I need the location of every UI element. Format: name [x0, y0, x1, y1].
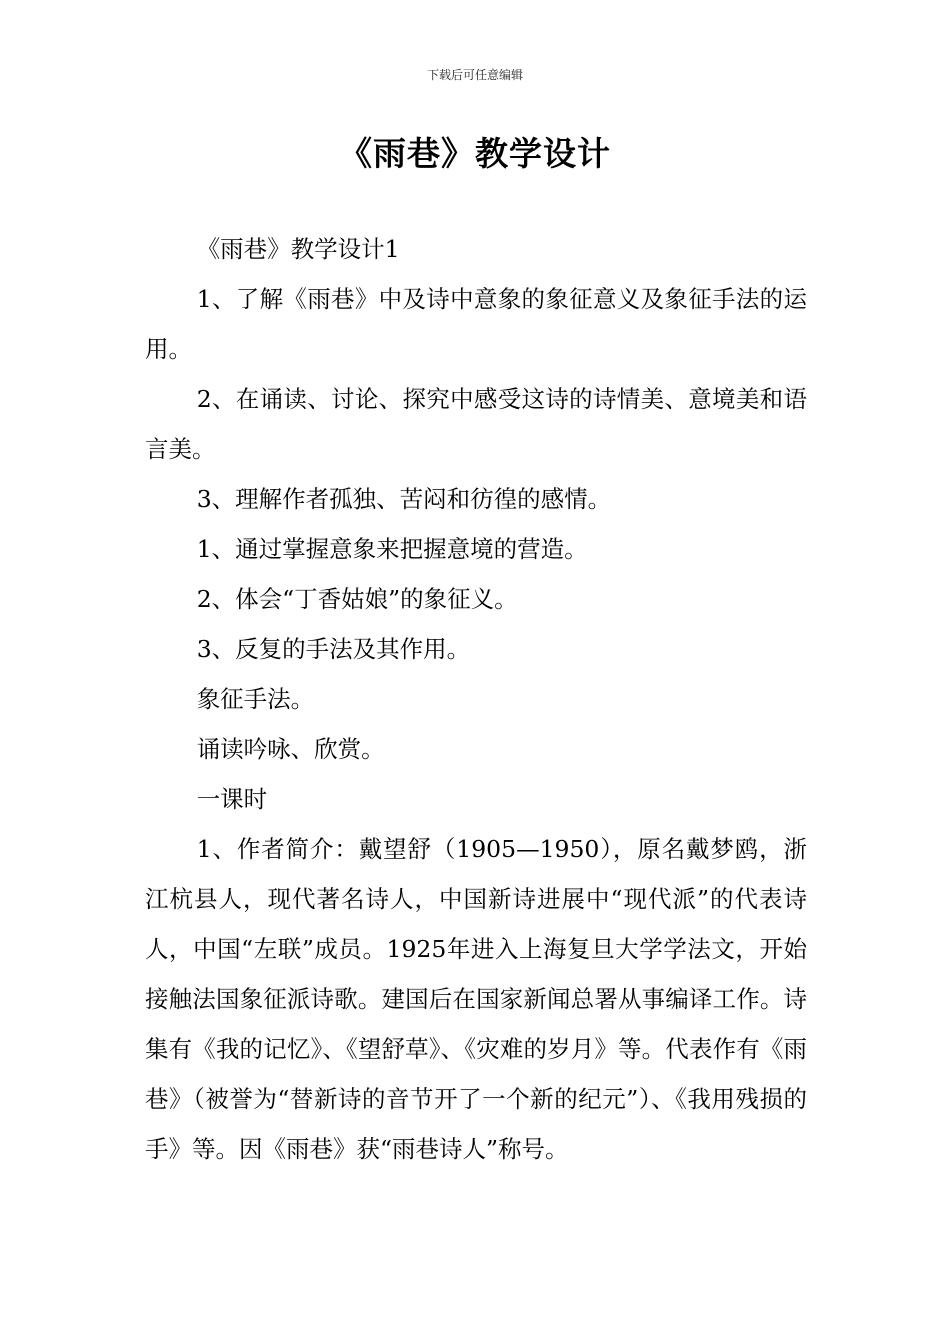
paragraph-key-point-2: 2、体会“丁香姑娘”的象征义。: [196, 585, 518, 613]
section-heading: 《雨巷》教学设计1: [196, 235, 400, 263]
paragraph-method: 诵读吟咏、欣赏。: [196, 735, 385, 763]
document-body: [145, 224, 807, 1174]
paragraph-objective-1: 1、了解《雨巷》中及诗中意象的象征意义及象征手法的运用。: [145, 285, 807, 363]
paragraph-duration: 一课时: [196, 785, 268, 813]
page-header-note: 下载后可任意编辑: [426, 68, 523, 82]
paragraph-objective-3: 3、理解作者孤独、苦闷和彷徨的感情。: [196, 485, 612, 513]
paragraph-objective-2: 2、在诵读、讨论、探究中感受这诗的诗情美、意境美和语言美。: [145, 385, 807, 463]
paragraph-difficulty: 象征手法。: [196, 685, 315, 713]
document-title: 《雨巷》教学设计: [339, 134, 611, 173]
paragraph-author-intro: 1、作者简介：戴望舒（1905—1950），原名戴梦鸥，浙江杭县人，现代著名诗人，中国新诗进展中“现代派”的代表诗人，中国“左联”成员。1925年进入上海复旦大学学法文，开始接触法国象征派诗歌。建国后在国家新闻总署从事编译工作。诗集有《我的记忆》、《望舒草》、《灾难的岁月》等。代表作有《雨巷》（被誉为“替新诗的音节开了一个新的纪元”）、《我用残损的手》等。因《雨巷》获“雨巷诗人”称号。: [145, 835, 807, 1163]
paragraph-key-point-1: 1、通过掌握意象来把握意境的营造。: [196, 535, 588, 563]
paragraph-key-point-3: 3、反复的手法及其作用。: [196, 635, 471, 663]
